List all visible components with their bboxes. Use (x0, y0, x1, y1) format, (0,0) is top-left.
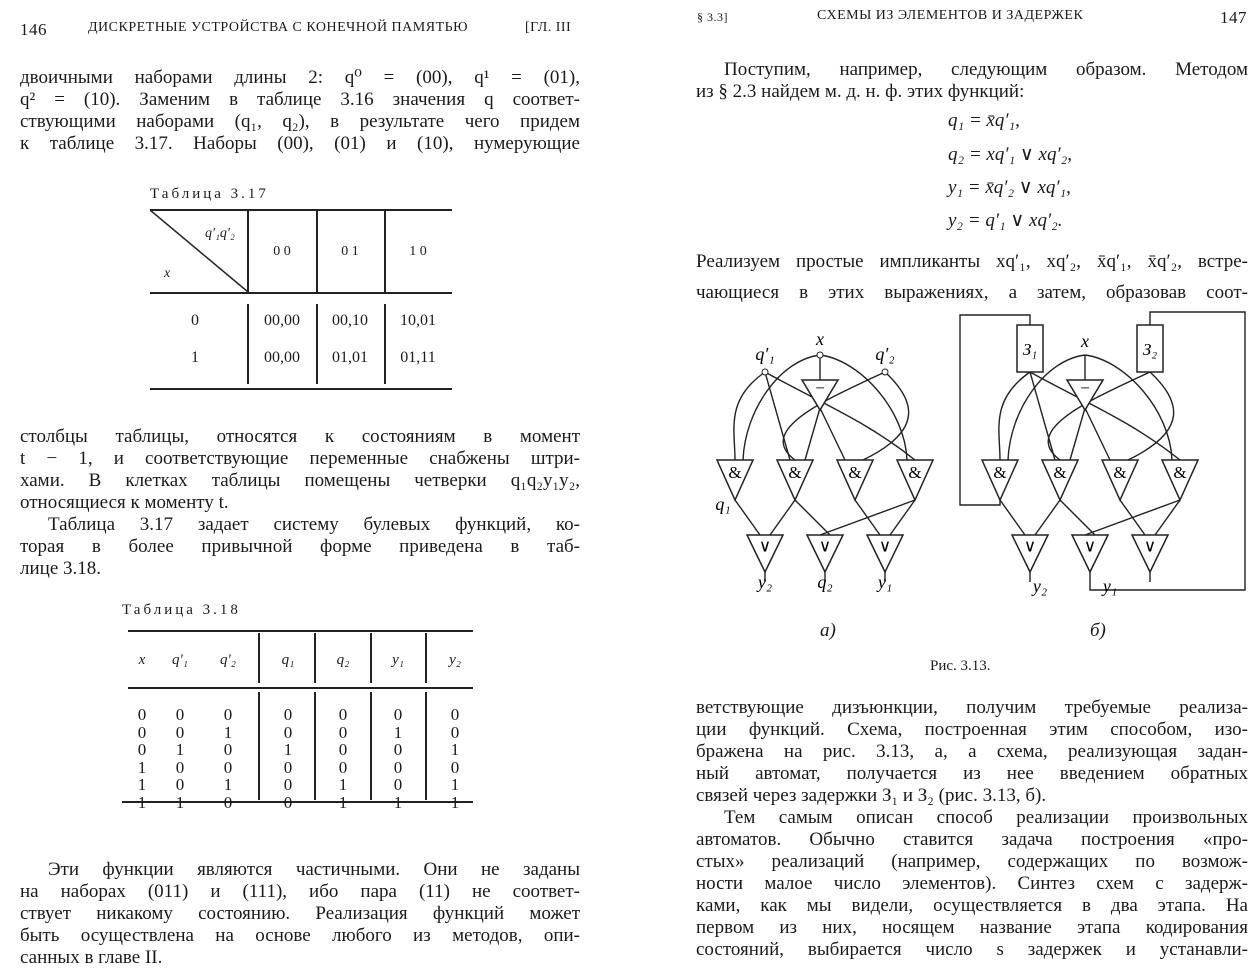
table-cell: 1 (338, 775, 348, 794)
table-cell: 0 (223, 705, 233, 724)
table-cell: 0 (137, 722, 147, 742)
column-divider (314, 692, 316, 800)
section-label: § 3.3] (697, 10, 728, 24)
table-cell: 0 (393, 705, 403, 724)
table-3-17-caption: Таблица 3.17 (150, 186, 269, 202)
wire (765, 372, 915, 460)
table-cell: 0 (450, 705, 460, 724)
text-line: Таблица 3.17 задает систему булевых функций, ко- (48, 514, 580, 535)
text-line: t − 1, и соответствующие переменные снабжены штри- (20, 448, 580, 469)
row-header: 0 (191, 312, 199, 329)
column-header: q₂ (336, 652, 350, 668)
table-cell: 01,01 (332, 349, 368, 366)
formula: y₂ = q′₁ ∨ xq′₂. (948, 210, 1063, 231)
table-cell: 0 (393, 740, 403, 759)
delay-label-1: З₁ (1022, 340, 1038, 359)
table-cell: 0 (223, 792, 233, 812)
or-gate-1-label: ∨ (758, 536, 772, 556)
column-divider (258, 692, 260, 800)
text-line: чающиеся в этих выражениях, а затем, образовав соот- (696, 282, 1248, 303)
text-line: Эти функции являются частичными. Они не заданы (48, 859, 580, 880)
table-cell: 00,10 (332, 312, 368, 329)
text-line: Поступим, например, следующим образом. Методом (724, 59, 1248, 80)
column-divider (314, 633, 316, 683)
output-label-y1: y₁ (877, 572, 893, 592)
table-cell: 0 (175, 757, 185, 777)
not-gate-label: − (1080, 378, 1090, 398)
input-label-x: x (816, 329, 824, 349)
table-cell: 1 (450, 740, 460, 759)
wire (743, 355, 820, 460)
text-line: ветствующие дизъюнкции, получим требуемые реализа- (696, 697, 1248, 718)
input-label-q2-prime: q′₂ (875, 344, 895, 364)
output-label-y2: y₂ (757, 572, 773, 592)
text-line: связей через задержки З₁ и З₂ (рис. 3.13, б). (696, 785, 1047, 806)
wire (735, 500, 760, 535)
text-line: q² = (10). Заменим в таблице 3.16 значения q соответ- (20, 89, 580, 110)
wire (1000, 500, 1025, 535)
column-header: x (138, 652, 146, 668)
output-label-y2: y₂ (1032, 576, 1048, 596)
table-cell: 0 (450, 757, 460, 777)
figure-caption: Рис. 3.13. (930, 658, 991, 674)
table-cell: 0 (338, 722, 348, 742)
subfigure-b-label: б) (1090, 620, 1106, 641)
wire (1060, 500, 1095, 535)
or-gate-1-label: ∨ (1023, 536, 1037, 556)
table-cell: 0 (283, 757, 293, 777)
column-divider (370, 692, 372, 800)
text-line: ности малое число элементов). Синтез схем с задерж- (696, 873, 1248, 894)
or-gate-3-label: ∨ (878, 536, 892, 556)
wire (1030, 372, 1055, 460)
column-divider (370, 633, 372, 683)
and-gate-4-label: & (908, 463, 922, 482)
table-cell: 0 (223, 757, 233, 777)
table-cell: 1 (175, 792, 185, 812)
table-cell: 0 (393, 775, 403, 794)
output-label-y1: y₁ (1102, 576, 1118, 596)
table-cell: 0 (137, 705, 147, 724)
table-cell: 1 (137, 792, 147, 812)
and-gate-3-label: & (1113, 463, 1127, 482)
running-title-left: ДИСКРЕТНЫЕ УСТРОЙСТВА С КОНЕЧНОЙ ПАМЯТЬЮ (88, 20, 469, 35)
column-header: q′₂ (220, 652, 236, 668)
text-line: стых» реализаций (например, содержащих по возмож- (696, 851, 1248, 872)
text-line: санных в главе II. (20, 947, 163, 968)
table-cell: 0 (283, 722, 293, 742)
table-cell: 1 (175, 740, 185, 759)
column-header: 0 1 (341, 244, 359, 259)
table-cell: 0 (223, 740, 233, 759)
output-label-q2: q₂ (817, 572, 833, 592)
column-header: y₁ (392, 652, 404, 668)
column-header: q₁ (281, 652, 295, 668)
table-cell: 0 (338, 705, 348, 724)
wire (805, 408, 820, 460)
wire (863, 372, 909, 460)
wire (1120, 500, 1145, 535)
table-cell: 1 (137, 757, 147, 777)
text-line: двоичными наборами длины 2: q⁰ = (00), q¹ = (01), (20, 67, 580, 88)
table-cell: 0 (175, 775, 185, 794)
column-header: 0 0 (273, 244, 291, 259)
text-line: ствует никакому состоянию. Реализация функций может (20, 903, 580, 924)
wire (1035, 500, 1060, 535)
wire (770, 500, 795, 535)
column-header: 1 0 (409, 244, 427, 259)
table-cell: 0 (283, 792, 293, 812)
text-line: столбцы таблицы, относятся к состояниям в момент (20, 426, 580, 447)
table-3-18-caption: Таблица 3.18 (122, 602, 241, 618)
or-gate-3-label: ∨ (1143, 536, 1157, 556)
input-label-x: x (1081, 331, 1089, 351)
wire (1030, 372, 1180, 460)
row-header: 1 (191, 349, 199, 366)
table-cell: 0 (393, 757, 403, 777)
wire (765, 372, 790, 460)
and-gate-1-label: & (993, 463, 1007, 482)
text-line: Реализуем простые импликанты xq′₁, xq′₂, x̄q′₁, x̄q′₂, встре- (696, 251, 1248, 272)
wire (1128, 372, 1174, 460)
page-number-right: 147 (1220, 8, 1247, 27)
text-line: состояний, выбирается число s задержек и устанавли- (696, 939, 1248, 960)
table-cell: 1 (393, 792, 403, 812)
formula: q₁ = x̄q′₁, (948, 110, 1020, 131)
chapter-label: [ГЛ. III (525, 20, 572, 35)
table-cell: 1 (137, 775, 147, 794)
table-cell: 0 (283, 775, 293, 794)
output-label-q1: q₁ (715, 494, 731, 514)
text-line: ками, как мы видели, осуществляется в два этапа. На (696, 895, 1248, 916)
table-cell: 0 (450, 722, 460, 742)
text-line: ный автомат, получается из нее введением обратных (696, 763, 1248, 784)
and-gate-4-label: & (1173, 463, 1187, 482)
text-line: бражена на рис. 3.13, а, а схема, реализующая задан- (696, 741, 1248, 762)
or-gate-2-label: ∨ (818, 536, 832, 556)
table-cell: 0 (283, 705, 293, 724)
text-line: из § 2.3 найдем м. д. н. ф. этих функций: (696, 81, 1025, 102)
text-line: хами. В клетках таблицы помещены четверки q₁q₂y₁y₂, (20, 470, 580, 491)
wire (795, 500, 830, 535)
subfigure-a-label: а) (820, 620, 836, 641)
table-cell: 1 (450, 775, 460, 794)
table-cell: 0 (137, 740, 147, 759)
text-line: ции функций. Схема, построенная этим способом, изо- (696, 719, 1248, 740)
not-gate-label: − (815, 378, 825, 398)
table-cell: 1 (338, 792, 348, 812)
table-cell: 1 (283, 740, 293, 759)
text-line: автоматов. Обычно ставится задача построения «про- (696, 829, 1248, 850)
column-header: q′₁ (172, 652, 188, 668)
table-cell: 00,00 (264, 312, 300, 329)
input-node (762, 369, 768, 375)
table-cell: 0 (175, 722, 185, 742)
table-cell: 00,00 (264, 349, 300, 366)
table-cell: 1 (393, 722, 403, 742)
corner-top-label: q′₁q′₂ (205, 226, 235, 241)
wire (999, 372, 1030, 460)
or-gate-2-label: ∨ (1083, 536, 1097, 556)
and-gate-1-label: & (728, 463, 742, 482)
wire (855, 500, 880, 535)
table-cell: 01,11 (400, 349, 436, 366)
formula: y₁ = x̄q′₂ ∨ xq′₁, (948, 177, 1071, 198)
text-line: быть осуществлена на основе любого из методов, опи- (20, 925, 580, 946)
text-line: на наборах (011) и (111), ибо пара (11) не соответ- (20, 881, 580, 902)
text-line: первом из них, носящем название этапа кодирования (696, 917, 1248, 938)
wire (1070, 408, 1085, 460)
table-cell: 0 (175, 705, 185, 724)
wire (1085, 408, 1110, 460)
figure-3-13 (690, 300, 1250, 680)
input-label-q1-prime: q′₁ (755, 344, 775, 364)
column-divider (425, 692, 427, 800)
table-cell: 1 (450, 792, 460, 812)
column-header: y₂ (449, 652, 461, 668)
text-line: ствующими наборами (q₁, q₂), в результате чего придем (20, 111, 580, 132)
table-cell: 0 (338, 740, 348, 759)
wire (820, 408, 845, 460)
table-cell: 10,01 (400, 312, 436, 329)
text-line: относящиеся к моменту t. (20, 492, 229, 513)
table-cell: 1 (223, 775, 233, 794)
text-line: торая в более привычной форме приведена в таб- (20, 536, 580, 557)
formula: q₂ = xq′₁ ∨ xq′₂, (948, 144, 1072, 165)
text-line: к таблице 3.17. Наборы (00), (01) и (10), нумерующие (20, 133, 580, 154)
text-line: Тем самым описан способ реализации произвольных (724, 807, 1248, 828)
text-line: лице 3.18. (20, 558, 102, 579)
page-number-left: 146 (20, 20, 47, 39)
wire (734, 372, 765, 460)
input-node (817, 352, 823, 358)
table-cell: 0 (338, 757, 348, 777)
column-divider (258, 633, 260, 683)
and-gate-3-label: & (848, 463, 862, 482)
column-divider (425, 633, 427, 683)
input-node (882, 369, 888, 375)
delay-label-2: З₂ (1142, 340, 1158, 359)
table-cell: 1 (223, 722, 233, 742)
and-gate-2-label: & (1053, 463, 1067, 482)
running-title-right: СХЕМЫ ИЗ ЭЛЕМЕНТОВ И ЗАДЕРЖЕК (817, 8, 1084, 23)
and-gate-2-label: & (788, 463, 802, 482)
corner-bottom-label: x (164, 266, 171, 281)
